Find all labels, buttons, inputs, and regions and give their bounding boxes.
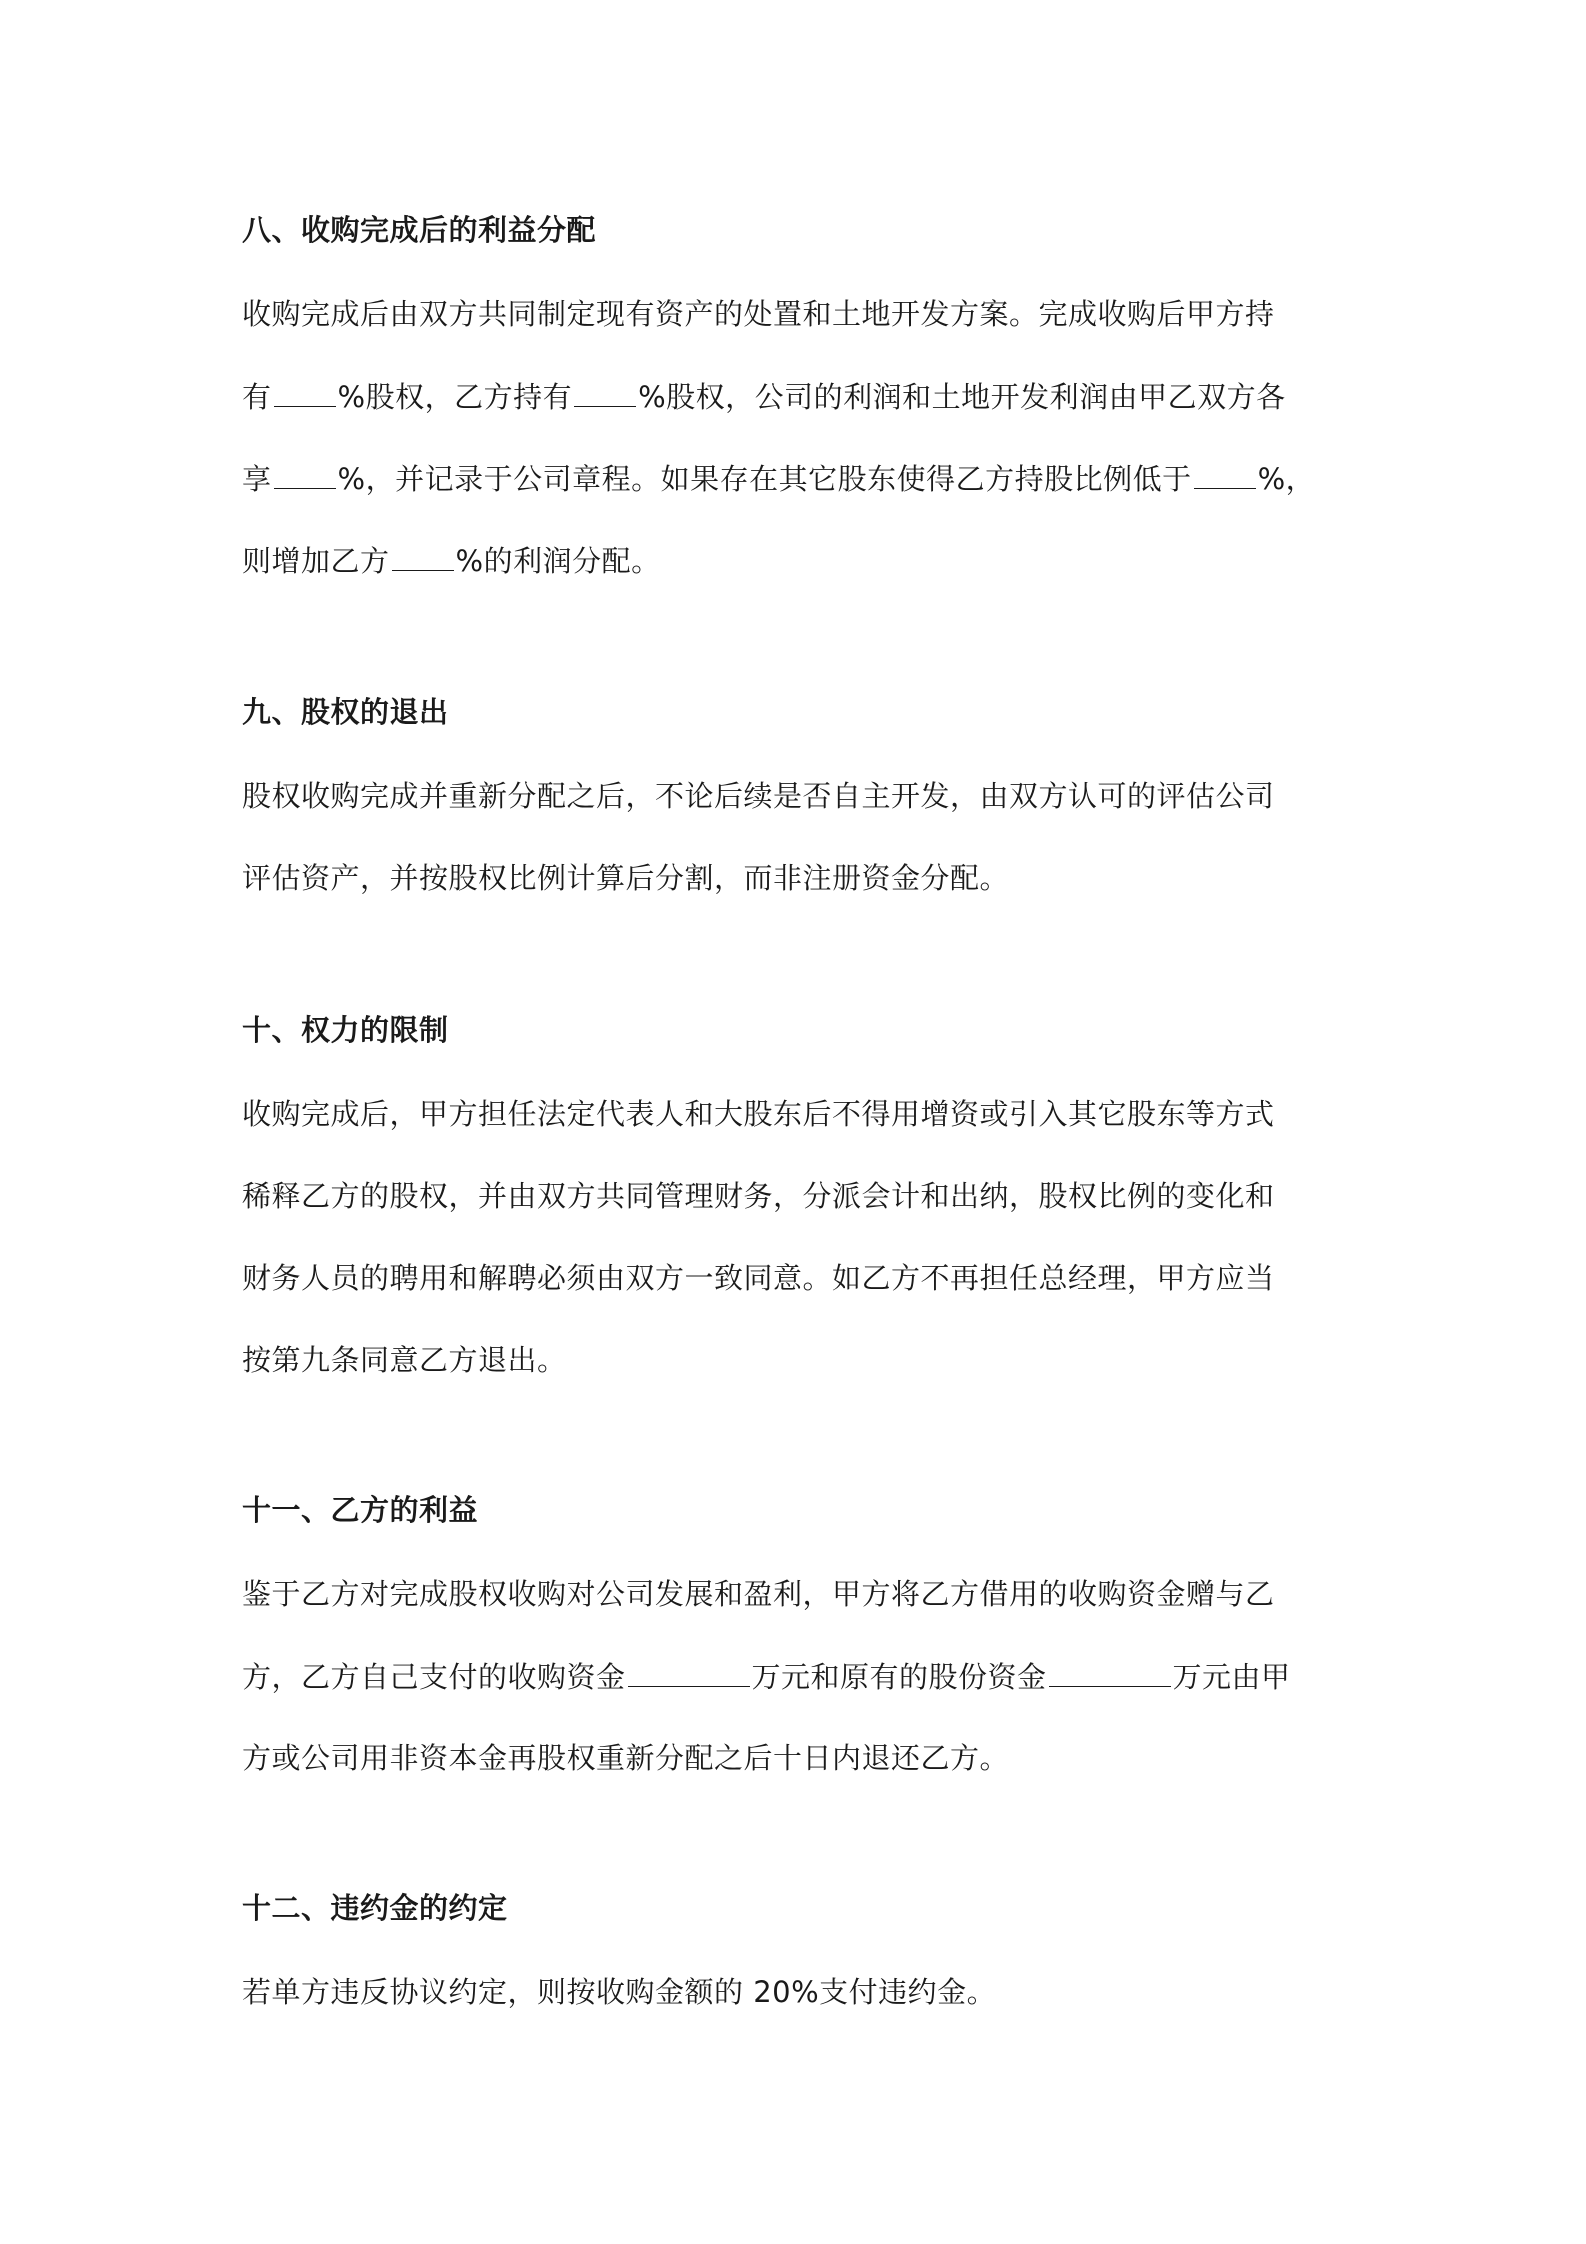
fill-blank [274,458,336,489]
section-10-heading: 十、权力的限制 [242,1013,449,1047]
section-10-line-3: 财务人员的聘用和解聘必须由双方一致同意。如乙方不再担任总经理，甲方应当 [242,1261,1275,1295]
section-8-line-3-part-a: 享 [242,462,272,496]
section-11-line-2 [242,1656,1357,1697]
fill-blank [628,1656,750,1687]
section-8-line-2-part-c: %股权，公司的利润和土地开发利润由甲乙双方各 [638,380,1286,414]
section-8-line-2-part-a: 有 [242,380,272,414]
section-10-line-2: 稀释乙方的股权，并由双方共同管理财务，分派会计和出纳，股权比例的变化和 [242,1179,1275,1213]
fill-blank [1194,458,1256,489]
section-11-line-2-part-b: 万元和原有的股份资金 [751,1660,1047,1694]
section-11-heading: 十一、乙方的利益 [242,1493,479,1527]
section-11-line-2-part-c: 万元由甲 [1172,1660,1291,1694]
section-8-line-2-part-b: %股权，乙方持有 [337,380,573,414]
section-8-line-4-part-b: %的利润分配。 [455,544,661,578]
fill-blank [1049,1656,1171,1687]
section-8-line-3-part-c: %， [1257,462,1316,496]
fill-blank [392,540,454,571]
section-9-heading: 九、股权的退出 [242,695,449,729]
section-11-line-3: 方或公司用非资本金再股权重新分配之后十日内退还乙方。 [242,1741,1010,1775]
section-10-line-4: 按第九条同意乙方退出。 [242,1343,567,1377]
section-8-heading: 八、收购完成后的利益分配 [242,213,597,247]
section-8-line-3-part-b: %，并记录于公司章程。如果存在其它股东使得乙方持股比例低于 [337,462,1192,496]
section-12-heading: 十二、违约金的约定 [242,1891,508,1925]
fill-blank [574,376,636,407]
section-11-line-2-part-a: 方，乙方自己支付的收购资金 [242,1660,626,1694]
section-8-line-2 [242,376,1357,417]
section-11-line-1: 鉴于乙方对完成股权收购对公司发展和盈利，甲方将乙方借用的收购资金赠与乙 [242,1577,1275,1611]
section-8-line-4 [242,540,1357,581]
section-10-line-1: 收购完成后，甲方担任法定代表人和大股东后不得用增资或引入其它股东等方式 [242,1097,1275,1131]
section-8-line-3 [242,458,1357,499]
section-9-line-1: 股权收购完成并重新分配之后，不论后续是否自主开发，由双方认可的评估公司 [242,779,1275,813]
section-8-line-4-part-a: 则增加乙方 [242,544,390,578]
section-8-line-1: 收购完成后由双方共同制定现有资产的处置和土地开发方案。完成收购后甲方持 [242,297,1275,331]
section-9-line-2: 评估资产，并按股权比例计算后分割，而非注册资金分配。 [242,861,1010,895]
section-12-line-1: 若单方违反协议约定，则按收购金额的 20%支付违约金。 [242,1975,997,2009]
fill-blank [274,376,336,407]
